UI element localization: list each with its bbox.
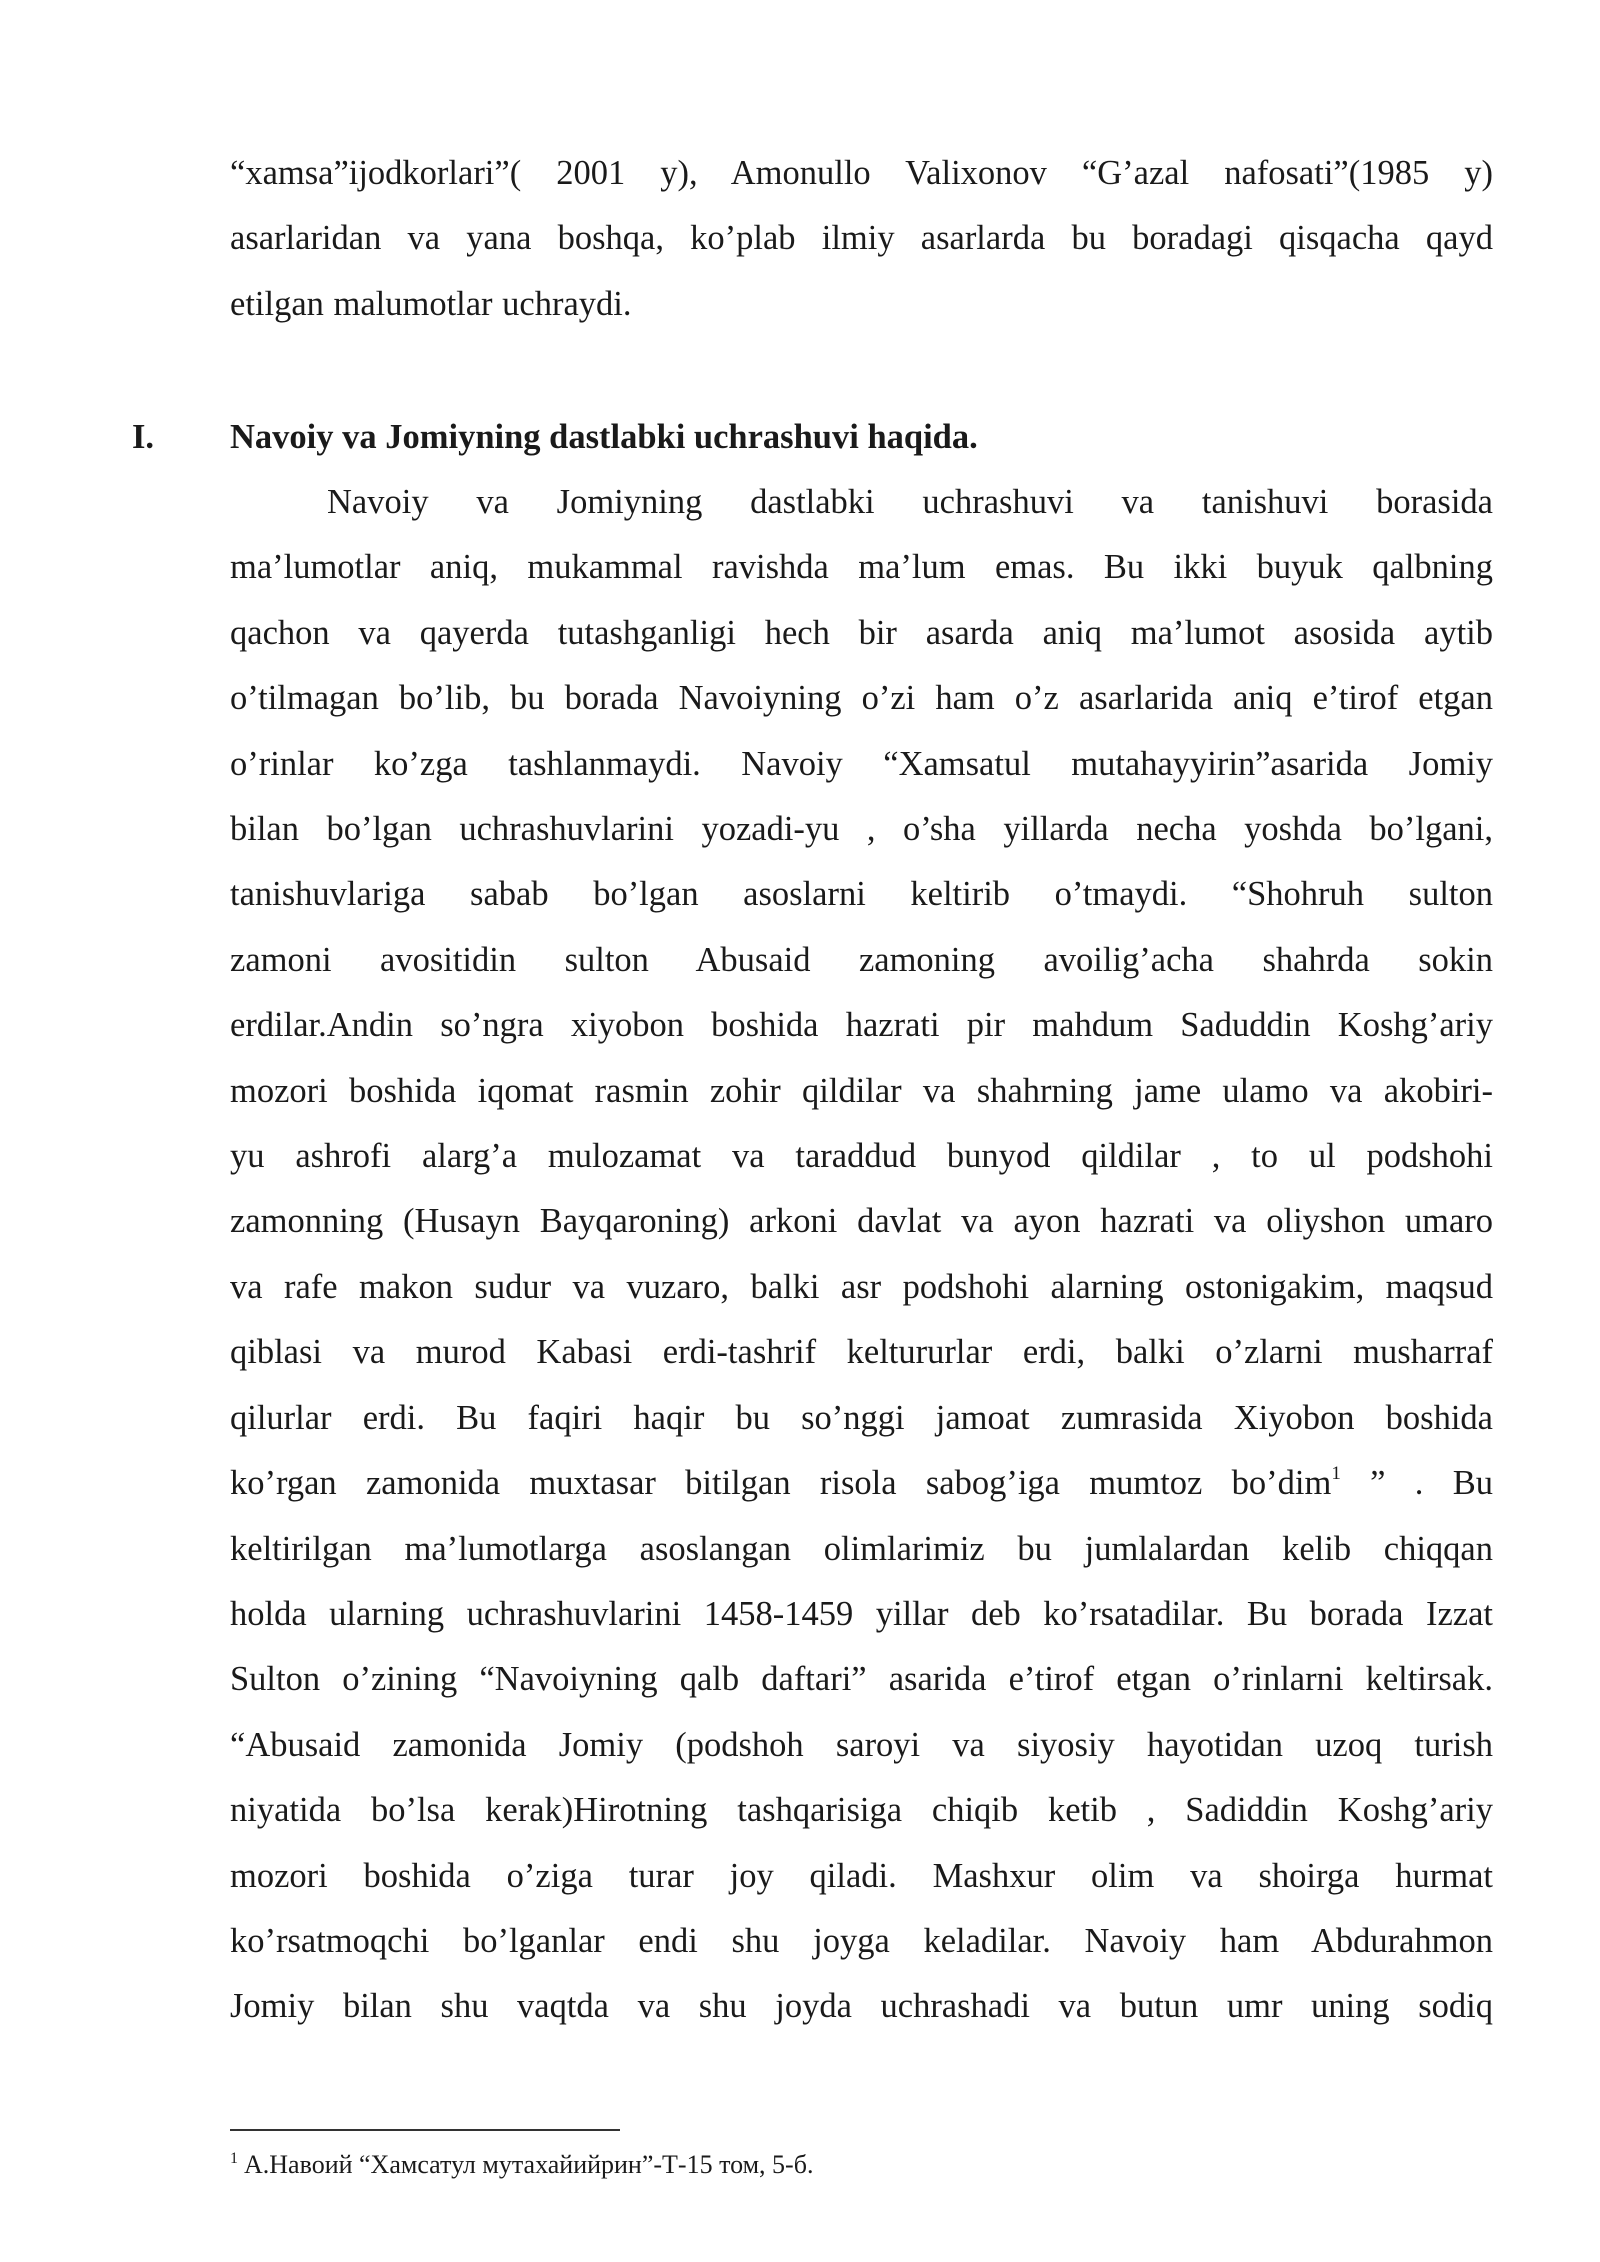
text-line: keltirilgan ma’lumotlarga asoslangan olimlarimiz bu jumlalardan kelib chiqqan (230, 1529, 1493, 1568)
quote-end-line (230, 1451, 1493, 1516)
footnote-separator (230, 2129, 620, 2131)
text-line: asarlaridan va yana boshqa, ko’plab ilmiy asarlarda bu boradagi qisqacha qayd (230, 219, 1493, 258)
text-line: va rafe makon sudur va vuzaro, balki asr podshohi alarning ostonigakim, maqsud (230, 1267, 1493, 1306)
text-line: ma’lumotlar aniq, mukammal ravishda ma’lum emas. Bu ikki buyuk qalbning (230, 548, 1493, 587)
text-line: Jomiy bilan shu vaqtda va shu joyda uchrashadi va butun umr uning sodiq (230, 1987, 1493, 2026)
text-line: qiblasi va murod Kabasi erdi-tashrif keltururlar erdi, balki o’zlarni musharraf (230, 1333, 1493, 1372)
section-number: I. (132, 418, 155, 456)
text-line: Sulton o’zining “Navoiyning qalb daftari” asarida e’tirof etgan o’rinlarni keltirsak. (230, 1660, 1493, 1699)
quote-end-tail: ” . Bu (1340, 1464, 1493, 1503)
intro-paragraph (230, 141, 1493, 337)
footnote-reference[interactable]: 1 (1331, 1463, 1341, 1485)
text-line: mozori boshida o’ziga turar joy qiladi. Mashxur olim va shoirga hurmat (230, 1856, 1493, 1895)
text-line: qachon va qayerda tutashganligi hech bir asarda aniq ma’lumot asosida aytib (230, 613, 1493, 652)
body-paragraph (230, 470, 1493, 2040)
text-line: o’tilmagan bo’lib, bu borada Navoiyning o’zi ham o’z asarlarida aniq e’tirof etgan (230, 679, 1493, 718)
text-line: erdilar.Andin so’ngra xiyobon boshida hazrati pir mahdum Saduddin Koshg’ariy (230, 1006, 1493, 1045)
text-line: o’rinlar ko’zga tashlanmaydi. Navoiy “Xamsatul mutahayyirin”asarida Jomiy (230, 744, 1493, 783)
text-line: Navoiy va Jomiyning dastlabki uchrashuvi va tanishuvi borasida (327, 483, 1493, 521)
text-line: zamoni avositidin sulton Abusaid zamoning avoilig’acha shahrda sokin (230, 940, 1493, 979)
text-line: etilgan malumotlar uchraydi. (230, 284, 632, 323)
text-line: tanishuvlariga sabab bo’lgan asoslarni keltirib o’tmaydi. “Shohruh sulton (230, 875, 1493, 914)
text-line: “xamsa”ijodkorlari”( 2001 y), Amonullo Valixonov “G’azal nafosati”(1985 y) (230, 154, 1493, 192)
text-line: bilan bo’lgan uchrashuvlarini yozadi-yu , o’sha yillarda necha yoshda bo’lgani, (230, 810, 1493, 849)
footnote-mark: 1 (230, 2150, 238, 2167)
text-line: qilurlar erdi. Bu faqiri haqir bu so’nggi jamoat zumrasida Xiyobon boshida (230, 1398, 1493, 1437)
text-line: mozori boshida iqomat rasmin zohir qildilar va shahrning jame ulamo va akobiri- (230, 1071, 1493, 1110)
text-line: yu ashrofi alarg’a mulozamat va taraddud bunyod qildilar , to ul podshohi (230, 1137, 1493, 1176)
quote-end-text: ko’rgan zamonida muxtasar bitilgan risola sabog’iga mumtoz bo’dim (230, 1464, 1332, 1503)
footnote-text: А.Навоий “Хамсатул мутахайийрин”-Т-15 том, 5-б. (244, 2150, 814, 2179)
text-line: “Abusaid zamonida Jomiy (podshoh saroyi va siyosiy hayotidan uzoq turish (230, 1725, 1493, 1764)
footnote (230, 2146, 813, 2184)
text-line: ko’rsatmoqchi bo’lganlar endi shu joyga keladilar. Navoiy ham Abdurahmon (230, 1921, 1493, 1960)
text-line: zamonning (Husayn Bayqaroning) arkoni davlat va ayon hazrati va oliyshon umaro (230, 1202, 1493, 1241)
text-line: niyatida bo’lsa kerak)Hirotning tashqarisiga chiqib ketib , Sadiddin Koshg’ariy (230, 1791, 1493, 1830)
section-title: Navoiy va Jomiyning dastlabki uchrashuvi haqida. (230, 418, 978, 456)
text-line: holda ularning uchrashuvlarini 1458-1459 yillar deb ko’rsatadilar. Bu borada Izzat (230, 1594, 1493, 1633)
